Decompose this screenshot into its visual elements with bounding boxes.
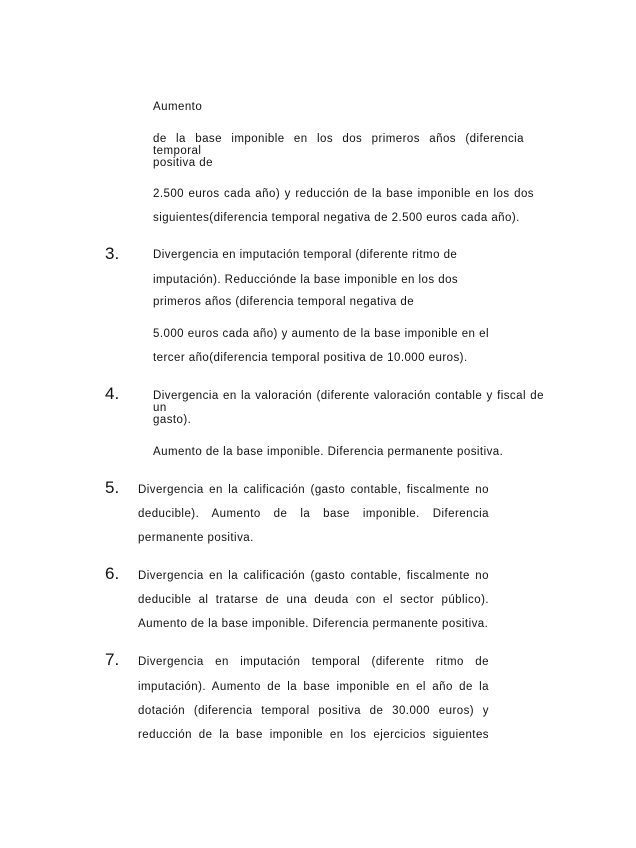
item-5-number: 5. (105, 478, 120, 497)
item-6-line-3: Aumento de la base imponible. Diferencia permanente positiva. (138, 618, 489, 630)
item-7-line-2: imputación). Aumento de la base imponible en el año de la (138, 681, 489, 693)
item-7-number: 7. (105, 650, 120, 669)
item-5-line-3: permanente positiva. (138, 532, 254, 544)
intro-line-5: siguientes(diferencia temporal negativa de 2.500 euros cada año). (153, 212, 520, 224)
item-5-line-1: Divergencia en la calificación (gasto contable, fiscalmente no (138, 484, 489, 496)
item-3-line-5: tercer año(diferencia temporal positiva de 10.000 euros). (153, 352, 468, 364)
item-7-line-4: reducción de la base imponible en los ejercicios siguientes (138, 729, 489, 741)
item-4-line-2: gasto). (153, 414, 192, 426)
item-6-number: 6. (105, 564, 120, 583)
item-7-line-1: Divergencia en imputación temporal (diferente ritmo de (138, 656, 489, 668)
item-3-line-4: 5.000 euros cada año) y aumento de la base imponible en el (153, 328, 489, 340)
intro-line-3: positiva de (153, 157, 213, 169)
item-6-line-2: deducible al tratarse de una deuda con el sector público). (138, 594, 489, 606)
intro-line-1: Aumento (153, 101, 203, 113)
item-4-line-1: Divergencia en la valoración (diferente valoración contable y fiscal de un (153, 390, 544, 414)
item-5-line-2: deducible). Aumento de la base imponible. Diferencia (138, 508, 489, 520)
item-3-number: 3. (105, 244, 120, 263)
item-6-line-1: Divergencia en la calificación (gasto contable, fiscalmente no (138, 570, 489, 582)
item-4-line-3: Aumento de la base imponible. Diferencia permanente positiva. (153, 446, 504, 458)
item-3-line-2: imputación). Reducciónde la base imponible en los dos (153, 274, 459, 286)
item-7-line-3: dotación (diferencia temporal positiva de 30.000 euros) y (138, 705, 489, 717)
intro-line-2: de la base imponible en los dos primeros años (diferencia temporal (153, 133, 524, 157)
intro-line-4: 2.500 euros cada año) y reducción de la base imponible en los dos (153, 188, 534, 200)
item-3-line-1: Divergencia en imputación temporal (diferente ritmo de (153, 249, 458, 261)
item-4-number: 4. (105, 384, 120, 403)
item-3-line-3: primeros años (diferencia temporal negativa de (153, 296, 415, 308)
